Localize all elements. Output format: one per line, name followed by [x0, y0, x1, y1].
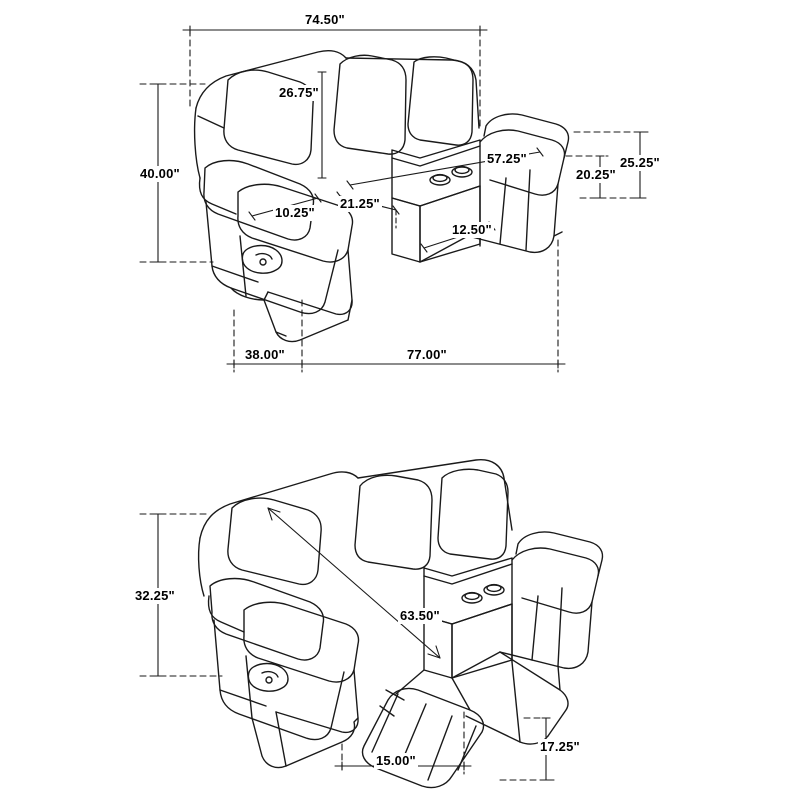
dimension-label-seat-back-width: 57.25": [487, 151, 527, 166]
dimension-label-seat-width: 21.25": [340, 196, 380, 211]
dimension-label-console-width: 12.50": [452, 222, 492, 237]
dimension-label-overall-width-top: 74.50": [305, 12, 345, 27]
dimension-label-seat-height: 20.25": [576, 167, 616, 182]
dimension-label-backrest-height: 26.75": [279, 85, 319, 100]
dimension-label-footrest-offset: 15.00": [376, 753, 416, 768]
dimension-label-reclined-height: 32.25": [135, 588, 175, 603]
dimension-label-arm-depth: 38.00": [245, 347, 285, 362]
dimension-label-arm-width: 10.25": [275, 205, 315, 220]
dimension-label-reclined-length: 63.50": [400, 608, 440, 623]
dimension-label-arm-rest-height-outer: 25.25": [620, 155, 660, 170]
dimension-label-footrest-height: 17.25": [540, 739, 580, 754]
dimension-label-overall-height: 40.00": [140, 166, 180, 181]
dimension-label-overall-depth-base: 77.00": [407, 347, 447, 362]
